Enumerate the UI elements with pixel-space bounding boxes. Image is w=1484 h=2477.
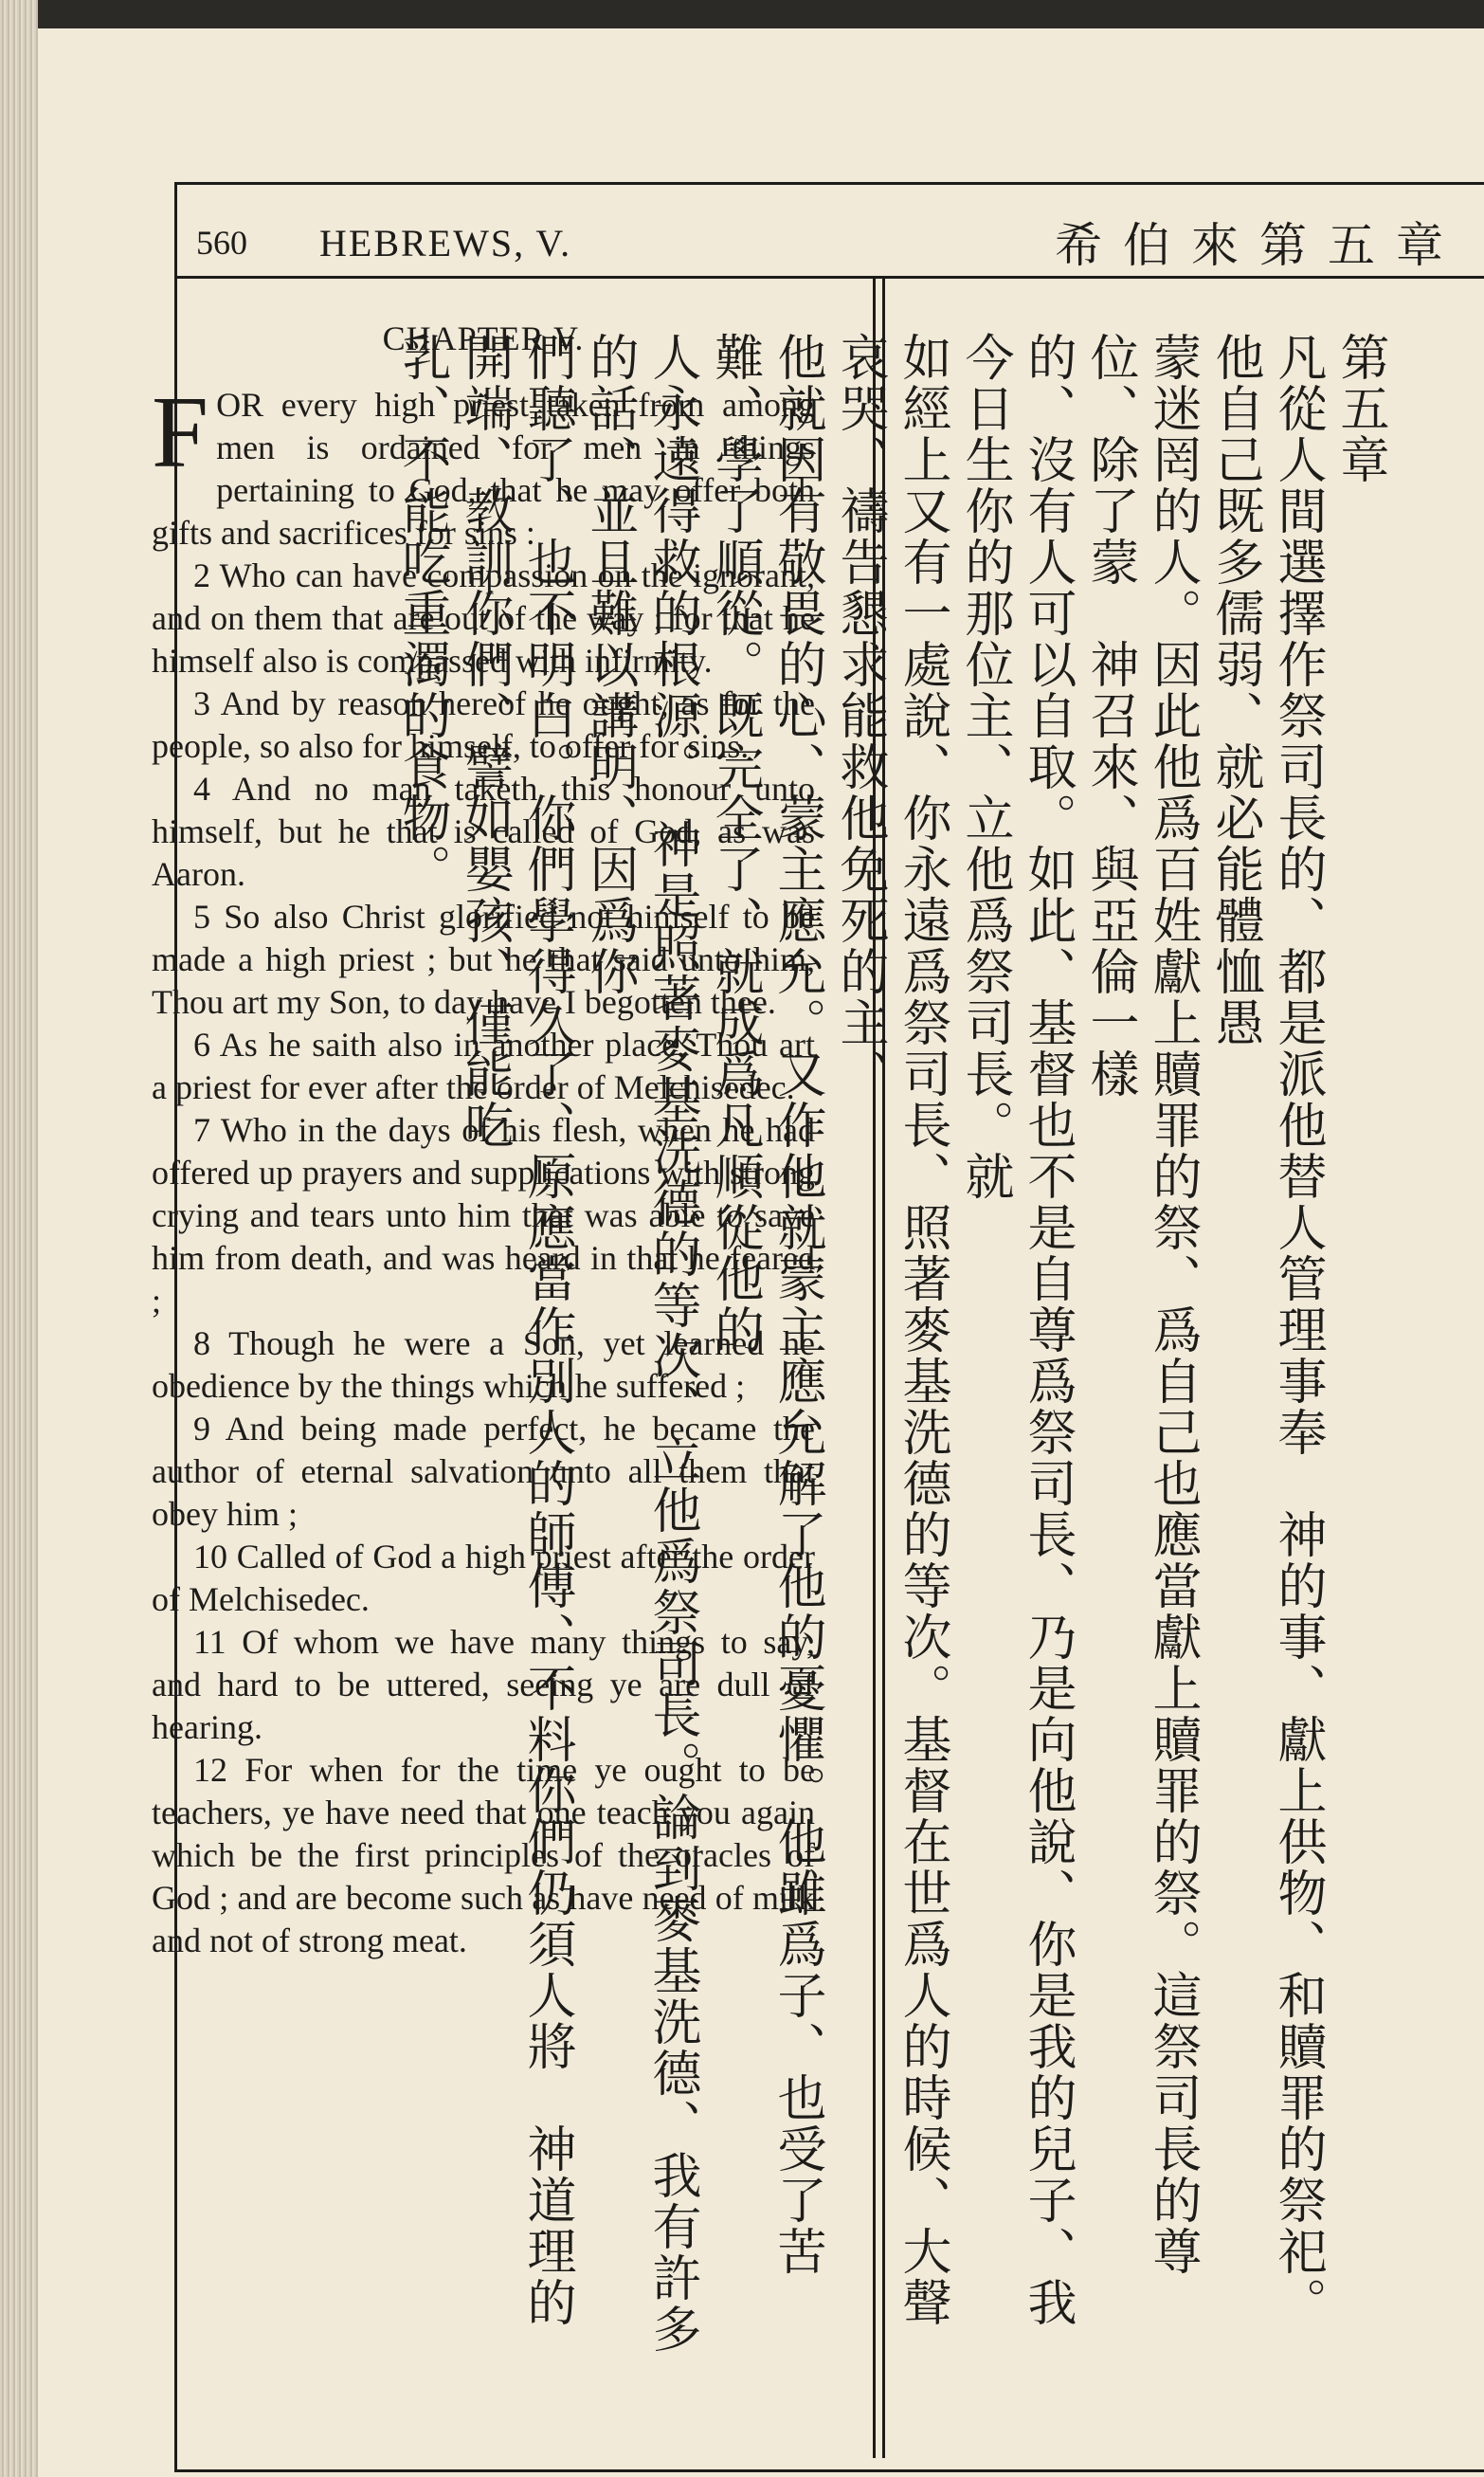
page-number: 560	[196, 224, 247, 262]
chinese-running-title: 希伯來第五章	[1055, 218, 1464, 273]
running-title: HEBREWS, V.	[319, 222, 572, 264]
verse: 3 And by reason hereof he ought, as for the people, so also for himself, to offer for sins.	[152, 684, 815, 765]
chinese-text-column: 的、沒有人可以自取。如此、基督也不是自尊爲祭司長、乃是向他說、你是我的兒子、我今日生你的那位主、立他爲祭司長。就	[956, 332, 1076, 2328]
header-rule	[177, 276, 1484, 279]
chinese-text-column: 如經上又有一處說、你永遠爲祭司長、照著麥基洗德的等次。基督在世爲人的時候、大聲哀哭、禱告懇求能救他免死的主、	[831, 332, 950, 2328]
chinese-chapter-label: 第五章	[1331, 332, 1388, 485]
verse: 9 And being made perfect, he became the author of eternal salvation unto all them that obey him ;	[152, 1410, 815, 1533]
chinese-text-column: 人永遠得救的根源。 神是照著麥基洗德的等次、立他爲祭司長。論到麥基洗德、我有許多的話、並且難以講明、因爲你	[581, 332, 700, 2355]
chinese-text-column: 蒙迷罔的人。因此他爲百姓獻上贖罪的祭、爲自己也應當獻上贖罪的祭。這祭司長的尊位、除了蒙 神召來、與亞倫一樣	[1081, 332, 1201, 2277]
chapter-heading: CHAPTER V.	[382, 319, 585, 357]
verse: 5 So also Christ glorified not himself to be made a high priest ; but he that said unto him, Thou art my Son, to day have I begotten thee.	[152, 898, 815, 1021]
verse: 4 And no man taketh this honour unto himself, but he that is called of God, as was Aaron.	[152, 770, 815, 893]
verse: 7 Who in the days of his flesh, when he had offered up prayers and supplications with strong crying and tears unto him that was able to save him from death, and was heard in that he feared ;	[152, 1111, 815, 1320]
chinese-text-column: 們聽了、也不明白。你們學得久了、原應當作別人的師傅、不料你們仍須人將 神道理的開端、教訓你們、譬如嬰孩、僅能吃	[456, 332, 575, 2328]
verse-1-text: OR every high priest taken from among men is ordained for men in things pertaining to God, that he may offer both gifts and sacrifices for sins :	[152, 386, 815, 552]
verse: 6 As he saith also in another place, Thou art a priest for ever after the order of Melchisedec.	[152, 1026, 815, 1106]
verse: 8 Though he were a Son, yet learned he obedience by the things which he suffered ;	[152, 1324, 815, 1405]
verse: 12 For when for the time ye ought to be teachers, ye have need that one teach you again which be the first principles of the oracles of God ; and are become such as have need of milk and not of strong meat.	[152, 1751, 815, 1959]
chinese-text-column: 乳、不能吃重濁的食物。	[393, 332, 450, 895]
verse: 2 Who can have compassion on the ignorant, and on them that are out of the way ; for that he himself also is compassed with infirmity.	[152, 556, 815, 680]
verse: 10 Called of God a high priest after the order of Melchisedec.	[152, 1538, 815, 1618]
chinese-text-column: 凡從人間選擇作祭司長的、都是派他替人管理事奉 神的事、獻上供物、和贖罪的祭祀。他自己既多儒弱、就必能體恤愚	[1206, 332, 1326, 2328]
drop-cap: F	[152, 376, 209, 489]
book-page-edges	[0, 0, 38, 2477]
chinese-text-column: 他就因有敬畏的心、蒙主應允。又作他就蒙主應允解了他的憂懼。他雖爲子、也受了苦難、學了順從。既完全了、就成爲凡順從他的	[706, 332, 825, 2277]
verse: 11 Of whom we have many things to say, and hard to be uttered, seeing ye are dull of hearing.	[152, 1623, 815, 1746]
